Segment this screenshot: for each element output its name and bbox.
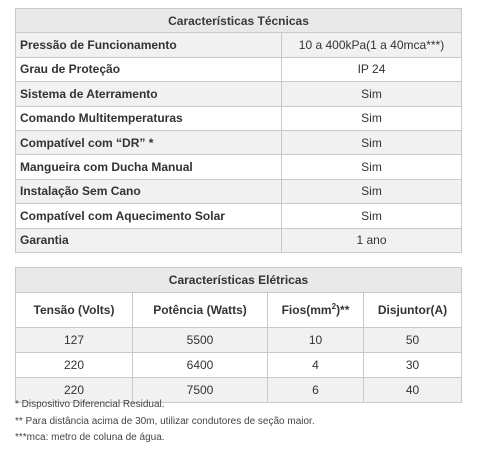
spec-value: Sim xyxy=(282,155,462,179)
footnote-mca: ***mca: metro de coluna de água. xyxy=(15,432,165,443)
spec-label: Comando Multitemperaturas xyxy=(16,106,282,130)
disjuntor-cell: 50 xyxy=(364,328,462,353)
spec-value: 1 ano xyxy=(282,228,462,252)
tensao-cell: 220 xyxy=(16,353,133,378)
spec-label: Pressão de Funcionamento xyxy=(16,33,282,57)
fios-superscript: 2 xyxy=(331,302,337,311)
fios-suffix: )** xyxy=(336,303,350,317)
electrical-specs-title: Características Elétricas xyxy=(16,268,462,293)
disjuntor-cell: 40 xyxy=(364,378,462,403)
table-row xyxy=(16,57,462,81)
spec-label: Sistema de Aterramento xyxy=(16,82,282,106)
table-row xyxy=(16,155,462,179)
table-row xyxy=(16,130,462,154)
spec-value: 10 a 400kPa(1 a 40mca***) xyxy=(282,33,462,57)
table-row xyxy=(16,328,462,353)
spec-value: Sim xyxy=(282,82,462,106)
spec-label: Instalação Sem Cano xyxy=(16,179,282,203)
disjuntor-cell: 30 xyxy=(364,353,462,378)
spec-value: Sim xyxy=(282,106,462,130)
tensao-cell: 220 xyxy=(16,378,133,403)
spec-value: Sim xyxy=(282,204,462,228)
footnote-dr: * Dispositivo Diferencial Residual. xyxy=(15,399,165,410)
fios-cell: 10 xyxy=(268,328,364,353)
spec-value: Sim xyxy=(282,179,462,203)
column-header-disjuntor: Disjuntor(A) xyxy=(364,293,462,328)
tensao-cell: 127 xyxy=(16,328,133,353)
spec-value: Sim xyxy=(282,130,462,154)
fios-cell: 6 xyxy=(268,378,364,403)
spec-label: Compatível com Aquecimento Solar xyxy=(16,204,282,228)
table-row xyxy=(16,353,462,378)
table-row xyxy=(16,179,462,203)
fios-cell: 4 xyxy=(268,353,364,378)
technical-specs-table xyxy=(15,8,462,253)
potencia-cell: 5500 xyxy=(133,328,268,353)
spec-label: Garantia xyxy=(16,228,282,252)
column-header-potencia: Potência (Watts) xyxy=(133,293,268,328)
table-row xyxy=(16,106,462,130)
footnote-distance: ** Para distância acima de 30m, utilizar condutores de seção maior. xyxy=(15,415,315,427)
column-header-tensao: Tensão (Volts) xyxy=(16,293,133,328)
technical-specs-title: Características Técnicas xyxy=(16,9,462,33)
column-header-fios xyxy=(268,293,364,328)
table-row xyxy=(16,82,462,106)
table-row xyxy=(16,228,462,252)
table-row xyxy=(16,204,462,228)
electrical-specs-table xyxy=(15,267,462,403)
fios-prefix: Fios(mm xyxy=(281,303,332,317)
spec-label: Grau de Proteção xyxy=(16,57,282,81)
table-header-row xyxy=(16,293,462,328)
spec-label: Compatível com “DR” * xyxy=(16,130,282,154)
potencia-cell: 7500 xyxy=(133,378,268,403)
table-row xyxy=(16,33,462,57)
spec-label: Mangueira com Ducha Manual xyxy=(16,155,282,179)
spec-value: IP 24 xyxy=(282,57,462,81)
potencia-cell: 6400 xyxy=(133,353,268,378)
footnotes xyxy=(15,397,485,447)
